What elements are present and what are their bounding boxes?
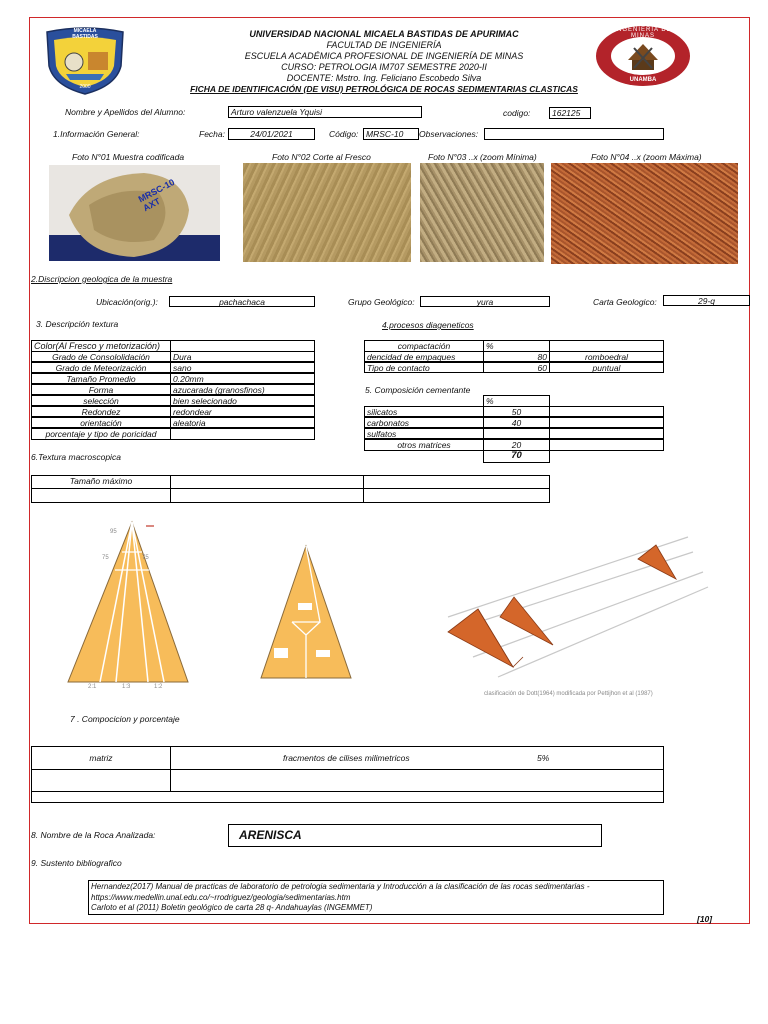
score-label: [10] — [697, 914, 713, 924]
mining-logo — [594, 24, 692, 88]
compaction-pct-header: % — [483, 340, 550, 352]
packing-density-value[interactable]: 80 — [483, 351, 550, 362]
composition-table — [31, 746, 664, 803]
texture-row-value[interactable]: sano — [170, 362, 315, 373]
code-label: Código: — [329, 129, 359, 139]
rock-name-field[interactable]: ARENISCA — [228, 824, 602, 847]
cement-other-value[interactable]: 20 — [483, 439, 550, 451]
observations-field[interactable] — [484, 128, 664, 140]
composition-section-label: 7 . Compocicion y porcentaje — [70, 714, 180, 724]
texture-row-label: Grado de Meteorización — [31, 362, 171, 373]
packing-density-label: dencidad de empaques — [364, 351, 484, 362]
cement-carbonates-value[interactable]: 40 — [483, 417, 550, 428]
photo1-label: Foto N°01 Muestra codificada — [72, 152, 185, 162]
rock-name-label: 8. Nombre de la Roca Analizada: — [31, 830, 156, 840]
cement-carbonates-label: carbonatos — [364, 417, 484, 428]
school-name: ESCUELA ACADÉMICA PROFESIONAL DE INGENIERÍA DE MINAS — [244, 51, 524, 61]
sandstone-classification-diagram — [36, 512, 236, 697]
logo-right-bottom: UNAMBA — [629, 77, 657, 83]
cement-pct-header: % — [483, 395, 550, 407]
photo-zoom-max — [551, 163, 738, 264]
macro-row2-cell-2[interactable] — [170, 488, 364, 503]
fragments-pct[interactable]: 5% — [537, 753, 550, 763]
photo4-label: Foto N°04 ..x (zoom Máxima) — [591, 152, 702, 162]
dott-classification-diagram — [418, 517, 712, 702]
location-label: Ubicación(orig.): — [96, 297, 158, 307]
cement-sulfates-label: sulfatos — [364, 428, 484, 439]
texture-row-value[interactable]: redondear — [170, 406, 315, 417]
cement-silicates-label: silicatos — [364, 406, 484, 417]
form-title: FICHA DE IDENTIFICACIÓN (DE VISU) PETROLÓGICA DE ROCAS SEDIMENTARIAS CLASTICAS — [190, 84, 578, 94]
date-label: Fecha: — [199, 129, 225, 139]
compaction-header: compactación — [364, 340, 484, 352]
texture-row-value[interactable] — [170, 428, 315, 440]
texture-row-label: Redondez — [31, 406, 171, 417]
composition-row1 — [170, 746, 664, 770]
date-field[interactable]: 24/01/2021 — [228, 128, 315, 140]
bibliography-label: 9. Sustento bibliografico — [31, 858, 122, 868]
cement-other-label: otros matrices — [364, 439, 484, 451]
sample-code-field[interactable]: MRSC-10 — [363, 128, 419, 140]
cement-section-label: 5. Composición cementante — [365, 385, 471, 395]
cement-total: 70 — [483, 450, 550, 463]
sample-tag: MRSC-10 AXT — [136, 177, 177, 214]
contact-type-note[interactable]: puntual — [549, 362, 664, 373]
macro-row2-cell-1[interactable] — [31, 488, 171, 503]
texture-row-value[interactable]: 0.20mm — [170, 373, 315, 384]
diagram1-label: 75 — [102, 555, 109, 561]
cement-sulfates-value[interactable] — [483, 428, 550, 439]
location-field[interactable]: pachachaca — [169, 296, 315, 307]
texture-row-value[interactable]: bien selecionado — [170, 395, 315, 406]
contact-type-value[interactable]: 60 — [483, 362, 550, 373]
texture-row-color-label: Color(Al Fresco y metorización) — [31, 340, 171, 352]
texture-row-label: porcentaje y tipo de poricidad — [31, 428, 171, 440]
texture-row-label: Grado de Consololidación — [31, 351, 171, 362]
texture-row-value[interactable]: aleatoria — [170, 417, 315, 428]
macro-texture-label: 6.Textura macroscopica — [31, 452, 121, 462]
max-size-label: Tamaño máximo — [31, 475, 171, 489]
group-field[interactable]: yura — [420, 296, 550, 307]
photo-fresh-cut — [243, 163, 411, 262]
group-label: Grupo Geológico: — [348, 297, 415, 307]
logo-left-text: MICAELA BASTIDAS — [72, 28, 98, 40]
university-logo — [44, 26, 126, 96]
texture-row-label: selección — [31, 395, 171, 406]
texture-row-label: orientación — [31, 417, 171, 428]
texture-section-label: 3. Descripción textura — [36, 319, 119, 329]
composition-row2-cell-2[interactable] — [170, 769, 664, 792]
contact-type-label: Tipo de contacto — [364, 362, 484, 373]
composition-row2-cell-1[interactable] — [31, 769, 171, 792]
photo-sample-coded — [49, 165, 220, 261]
student-name-label: Nombre y Apellidos del Alumno: — [65, 107, 186, 117]
fragments-label: fracmentos de cilises milimetricos — [283, 753, 410, 763]
course-line: CURSO: PETROLOGIA IM707 SEMESTRE 2020-II — [281, 62, 487, 72]
logo-left-year: 2000 — [79, 84, 91, 90]
student-code-label: codigo: — [503, 108, 531, 118]
texture-row-value[interactable]: azucarada (granosfinos) — [170, 384, 315, 395]
diagenetic-section-label: 4.procesos diageneticos — [382, 320, 474, 330]
max-size-cell-2[interactable] — [363, 475, 550, 489]
bibliography-line2[interactable]: https://www.medellin.unal.edu.co/~rrodriguez/geologia/sedimentarias.htm — [91, 892, 351, 902]
photo-zoom-min — [420, 163, 544, 262]
diagram1-label: 95 — [110, 529, 117, 535]
map-field[interactable]: 29-q — [663, 295, 750, 306]
university-name: UNIVERSIDAD NACIONAL MICAELA BASTIDAS DE APURIMAC — [249, 29, 519, 39]
diagram1-label: 75 — [142, 555, 149, 561]
cement-carbonates-note[interactable] — [549, 417, 664, 428]
student-name-field[interactable]: Arturo valenzuela Yquisi — [228, 106, 422, 118]
map-label: Carta Geologico: — [593, 297, 657, 307]
ternary-diagram — [250, 530, 360, 690]
texture-row-value[interactable]: Dura — [170, 351, 315, 362]
composition-row3[interactable] — [31, 791, 664, 803]
texture-row-label: Forma — [31, 384, 171, 395]
photo2-label: Foto N°02 Corte al Fresco — [272, 152, 371, 162]
diagram1-label: 2:1 — [88, 684, 97, 690]
bibliography-line3: Carloto et al (2011) Boletin geológico de carta 28 q- Andahuaylas (INGEMMET) — [91, 903, 373, 912]
observations-label: Observaciones: — [419, 129, 479, 139]
macro-row2-cell-3[interactable] — [363, 488, 550, 503]
cement-other-note[interactable] — [549, 439, 664, 451]
packing-density-note[interactable]: romboedral — [549, 351, 664, 362]
dott-caption: clasificación de Dott(1964) modificada por Pettijhon et al (1987) — [484, 691, 653, 697]
matrix-label: matriz — [31, 746, 171, 770]
bibliography-box — [88, 880, 664, 915]
cement-sulfates-note[interactable] — [549, 428, 664, 439]
photo3-label: Foto N°03 ..x (zoom Mínima) — [428, 152, 537, 162]
teacher-line: DOCENTE: Mstro. Ing. Feliciano Escobedo Silva — [286, 73, 482, 83]
max-size-cell-1[interactable] — [170, 475, 364, 489]
faculty-name: FACULTAD DE INGENIERÍA — [326, 40, 442, 50]
student-code-field[interactable]: 162125 — [549, 107, 591, 119]
diagram1-label: 1:3 — [122, 684, 131, 690]
diagram1-label: 1:2 — [154, 684, 163, 690]
logo-right-text: INGENIERIA DE MINAS — [614, 27, 672, 39]
general-info-label: 1.Información General: — [53, 129, 140, 139]
cement-silicates-value[interactable]: 50 — [483, 406, 550, 417]
bibliography-line1: Hernandez(2017) Manual de practicas de laboratorio de petrologia sedimentaria y Introducción a la clasificación de las rocas sedimentarias - — [91, 882, 590, 891]
geologic-description-label: 2.Discripcion geologica de la muestra — [31, 274, 173, 284]
cement-silicates-note[interactable] — [549, 406, 664, 417]
texture-row-label: Tamaño Promedio — [31, 373, 171, 384]
